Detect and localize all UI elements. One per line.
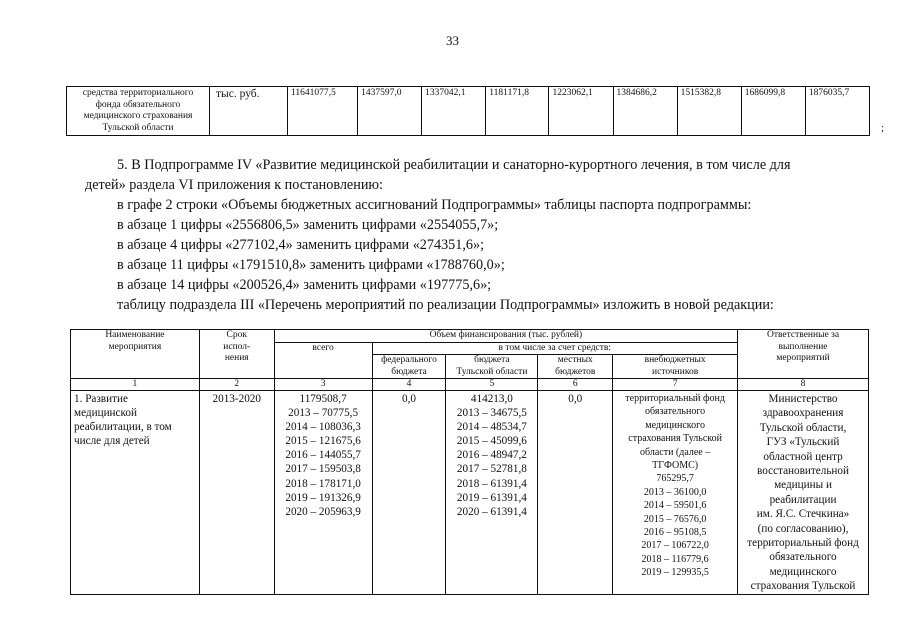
cell-line: 2020 – 205963,9: [285, 505, 361, 518]
cell-value: 1181171,8: [486, 87, 549, 136]
cell-line: 765295,7: [656, 473, 694, 485]
cell-line: территориальный фонд: [625, 393, 725, 404]
cell-line: реабилитации: [769, 493, 837, 506]
cell-line: 2014 – 48534,7: [456, 421, 527, 434]
cell-line: медицинского: [769, 565, 837, 578]
column-number: 8: [738, 379, 869, 391]
header-line: бюджетов: [555, 366, 596, 377]
column-number: 5: [446, 379, 538, 391]
header-name: [71, 330, 200, 379]
cell-line: 2014 – 59501,6: [643, 500, 707, 512]
cell-value: 1384686,2: [613, 87, 677, 136]
cell-line: средства территориального: [82, 88, 194, 98]
cell-federal: 0,0: [372, 391, 446, 595]
cell-line: 2019 – 129935,5: [641, 567, 709, 579]
header-line: Тульской области: [456, 366, 528, 377]
cell-line: медицины и: [774, 479, 832, 492]
column-number: 6: [538, 379, 613, 391]
paragraph-line: детей» раздела VI приложения к постановлению:: [85, 177, 383, 193]
continued-table-row: [66, 86, 870, 136]
cell-line: 2015 – 76576,0: [643, 513, 707, 525]
paragraph-line: в графе 2 строки «Объемы бюджетных ассигнований Подпрограммы» таблицы паспорта подпрограммы:: [117, 197, 752, 213]
cell-line: обязательного: [645, 406, 706, 418]
cell-regional: [446, 391, 538, 595]
cell-value: 1337042,1: [422, 87, 486, 136]
header-total: всего: [274, 342, 372, 379]
cell-offbudget: [613, 391, 738, 595]
cell-line: 2013 – 34675,5: [456, 407, 527, 420]
cell-line: 2013 – 70775,5: [288, 407, 359, 420]
cell-line: числе для детей: [74, 435, 150, 448]
page-number: 33: [446, 33, 459, 48]
header-line: мероприятия: [108, 341, 162, 352]
table-row: [67, 87, 870, 136]
header-including: в том числе за счет средств:: [372, 342, 738, 355]
header-line: бюджета: [391, 366, 427, 377]
cell-line: областной центр: [763, 450, 843, 463]
cell-line: восстановительной: [757, 465, 849, 478]
header-line: Срок: [226, 330, 247, 340]
cell-line: ГУЗ «Тульский: [766, 436, 840, 449]
header-line: федерального: [381, 355, 437, 365]
cell-line: 2015 – 45099,6: [456, 435, 527, 448]
cell-line: фонда обязательного: [95, 99, 181, 110]
table-row: [71, 391, 869, 595]
cell-line: Тульской области,: [759, 421, 847, 434]
cell-measure-name: [71, 391, 200, 595]
cell-value: 1515382,8: [677, 87, 741, 136]
cell-line: Министерство: [768, 393, 838, 405]
column-number: 1: [71, 379, 200, 391]
cell-responsible: [738, 391, 869, 595]
cell-line: Тульской области: [102, 122, 174, 133]
cell-line: 2014 – 108036,3: [285, 421, 361, 434]
header-funding: Объем финансирования (тыс. рублей): [274, 330, 737, 343]
cell-line: территориальный фонд: [747, 537, 859, 550]
cell-line: 2017 – 52781,8: [456, 463, 527, 476]
paragraph-line: в абзаце 14 цифры «200526,4» заменить цифрами «197775,6»;: [117, 277, 492, 293]
header-line: выполнение: [778, 341, 828, 352]
cell-line: реабилитации, в том: [74, 421, 172, 434]
column-number: 2: [199, 379, 274, 391]
paragraph-line: таблицу подраздела III «Перечень мероприятий по реализации Подпрограммы» изложить в новой редакции:: [117, 297, 774, 313]
cell-line: 2018 – 116779,6: [641, 553, 709, 565]
cell-line: страхования Тульской: [750, 580, 856, 593]
table-header-row: [71, 330, 869, 343]
column-number-row: [71, 379, 869, 391]
cell-unit: тыс. руб.: [210, 87, 288, 136]
cell-line: ТГФОМС): [652, 460, 699, 472]
cell-line: 2018 – 178171,0: [285, 477, 361, 490]
cell-term: 2013-2020: [199, 391, 274, 595]
cell-value: 1437597,0: [358, 87, 422, 136]
cell-line: 2016 – 95108,5: [643, 527, 707, 539]
cell-line: 2016 – 48947,2: [456, 449, 527, 462]
cell-total: [274, 391, 372, 595]
cell-line: 2017 – 106722,0: [641, 540, 709, 552]
end-mark: ;: [881, 122, 885, 134]
header-line: Ответственные за: [766, 330, 840, 340]
paragraph-line: в абзаце 11 цифры «1791510,8» заменить цифрами «1788760,0»;: [117, 257, 505, 273]
cell-value: 1686099,8: [741, 87, 805, 136]
header-regional: [446, 355, 538, 379]
cell-line: здравоохранения: [762, 407, 844, 420]
cell-line: 2019 – 61391,4: [456, 491, 527, 504]
cell-line: медицинской: [74, 407, 137, 420]
header-line: местных: [557, 355, 593, 365]
cell-line: 414213,0: [470, 393, 513, 405]
cell-line: им. Я.С. Стечкина»: [756, 508, 850, 521]
header-line: испол-: [223, 341, 251, 352]
cell-line: 1. Развитие: [74, 393, 128, 405]
cell-line: медицинского: [645, 419, 706, 431]
header-line: внебюджетных: [644, 355, 706, 365]
cell-line: (по согласованию),: [757, 522, 849, 535]
cell-line: области (далее –: [640, 446, 711, 458]
header-line: бюджета: [474, 355, 510, 365]
header-responsible: [738, 330, 869, 379]
paragraph-line: в абзаце 1 цифры «2556806,5» заменить цифрами «2554055,7»;: [117, 217, 499, 233]
cell-line: 2020 – 61391,4: [456, 505, 527, 518]
column-number: 3: [274, 379, 372, 391]
cell-value: 1876035,7: [805, 87, 869, 136]
cell-line: 2018 – 61391,4: [456, 477, 527, 490]
column-number: 7: [613, 379, 738, 391]
column-number: 4: [372, 379, 446, 391]
cell-line: обязательного: [769, 551, 837, 564]
cell-line: 2015 – 121675,6: [285, 435, 361, 448]
cell-line: страхования Тульской: [628, 433, 722, 445]
cell-value: 1223062,1: [549, 87, 613, 136]
header-line: мероприятий: [776, 353, 830, 363]
paragraph-line: 5. В Подпрограмме IV «Развитие медицинской реабилитации и санаторно-курортного лечения, в том числе для: [117, 157, 791, 173]
cell-line: 2017 – 159503,8: [285, 463, 361, 476]
header-line: нения: [224, 353, 249, 363]
cell-local: 0,0: [538, 391, 613, 595]
cell-line: 1179508,7: [299, 393, 347, 405]
header-term: [199, 330, 274, 379]
cell-line: 2016 – 144055,7: [285, 449, 361, 462]
header-offbudget: [613, 355, 738, 379]
measures-table: [70, 329, 869, 595]
header-line: Наименование: [105, 330, 165, 340]
paragraph-line: в абзаце 4 цифры «277102,4» заменить цифрами «274351,6»;: [117, 237, 485, 253]
header-federal: [372, 355, 446, 379]
cell-line: медицинского страхования: [83, 111, 193, 121]
cell-source-name: [67, 87, 210, 136]
cell-value: 11641077,5: [288, 87, 358, 136]
header-line: источников: [652, 366, 699, 377]
cell-line: 2013 – 36100,0: [643, 486, 707, 498]
cell-line: 2019 – 191326,9: [285, 491, 361, 504]
header-local: [538, 355, 613, 379]
